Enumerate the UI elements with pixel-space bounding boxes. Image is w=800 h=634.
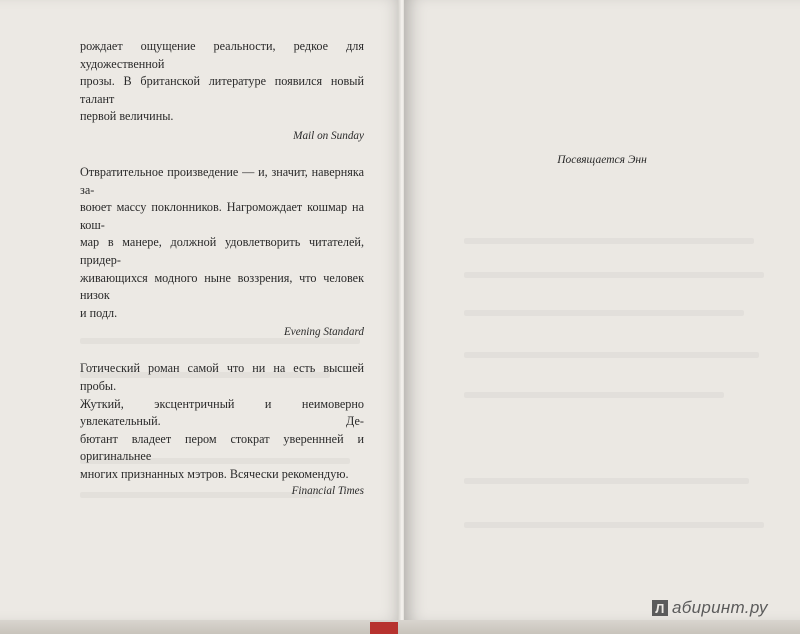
show-through xyxy=(464,238,754,244)
watermark xyxy=(652,598,768,618)
quote-line: Жуткий, эксцентричный и неимоверно увлекательный. Де- xyxy=(80,396,364,429)
labirint-logo-icon: Л xyxy=(652,600,668,616)
quote-line: мар в манере, должной удовлетворить читателей, придер- xyxy=(80,235,364,267)
quote-line: рождает ощущение реальности, редкое для художественной xyxy=(80,39,364,71)
left-page xyxy=(0,0,402,620)
review-quote xyxy=(80,38,364,144)
show-through xyxy=(464,392,724,398)
quote-text xyxy=(80,164,364,322)
quote-line: Готический роман самой что ни на есть высшей пробы. xyxy=(80,361,364,393)
quote-line: первой величины. xyxy=(80,109,174,124)
quote-source: Mail on Sunday xyxy=(293,129,364,142)
quote-line: Отвратительное произведение — и, значит, наверняка за- xyxy=(80,164,364,197)
watermark-text: абиринт.ру xyxy=(672,598,768,617)
quote-source: Evening Standard xyxy=(283,326,364,339)
quote-line: воюет массу поклонников. Нагромождает кошмар на кош- xyxy=(80,200,364,232)
quote-text xyxy=(80,38,364,126)
quote-line: живающихся модного ныне воззрения, что человек низок xyxy=(80,270,364,303)
quote-line: и подл. xyxy=(80,305,118,320)
quote-line: прозы. В британской литературе появился новый талант xyxy=(80,74,364,106)
review-quote xyxy=(80,164,364,340)
page-edge xyxy=(0,620,800,634)
quote-line: бютант владеет пером стократ увереннней и оригинальнее xyxy=(80,431,364,464)
quote-text xyxy=(80,360,364,483)
show-through xyxy=(464,310,744,316)
dedication: Посвящается Энн xyxy=(557,154,647,166)
show-through xyxy=(464,272,764,278)
review-quote xyxy=(80,360,364,499)
spine-bookmark xyxy=(370,622,398,634)
show-through xyxy=(464,478,749,484)
show-through xyxy=(464,352,759,358)
quote-source: Financial Times xyxy=(291,485,364,498)
quote-line: многих признанных мэтров. Всячески рекомендую. xyxy=(80,466,349,481)
right-page xyxy=(404,0,800,620)
review-quotes xyxy=(80,38,364,519)
show-through xyxy=(464,522,764,528)
